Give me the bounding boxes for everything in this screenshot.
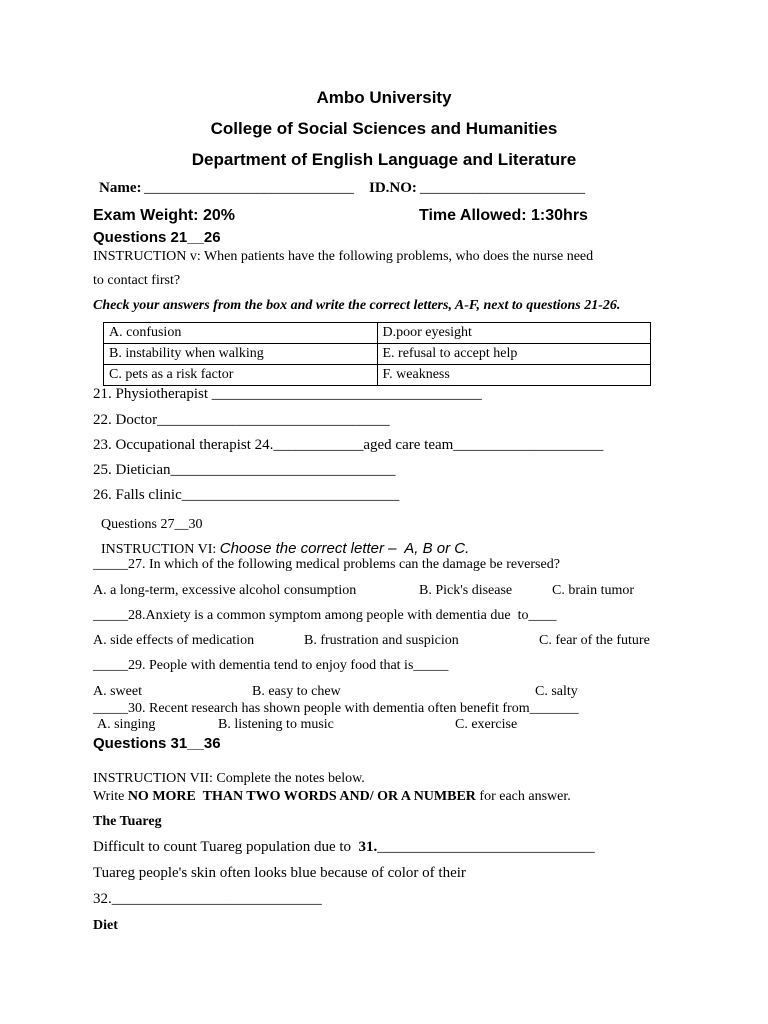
options-row [104, 365, 651, 386]
id-blank: ______________________ [420, 180, 585, 196]
q29-option-c: C. salty [535, 684, 578, 699]
instruction-v-line1: INSTRUCTION v: When patients have the following problems, who does the nurse need [93, 249, 594, 264]
q31-blank: _____________________________ [377, 839, 595, 855]
q28-option-c: C. fear of the future [539, 633, 650, 648]
instruction-v-line2: to contact first? [93, 273, 181, 288]
write-prefix: Write [93, 789, 128, 804]
university-title: Ambo University [316, 88, 452, 107]
section-title-31-36: Questions 31__36 [93, 735, 221, 752]
q32-number: 32. [93, 891, 112, 907]
write-limit: NO MORE THAN TWO WORDS AND/ OR A NUMBER [127, 789, 476, 804]
q29-option-a: A. sweet [93, 684, 142, 699]
section-title-21-26: Questions 21__26 [93, 229, 221, 246]
question-30: _____30. Recent research has shown people with dementia often benefit from_______ [93, 701, 579, 716]
q31-number: 31. [358, 839, 378, 855]
section-title-27-30: Questions 27__30 [101, 517, 203, 532]
option-c: C. pets as a risk factor [104, 365, 378, 386]
options-row [104, 344, 651, 365]
exam-weight: Exam Weight: 20% [93, 207, 235, 224]
question-28: _____28.Anxiety is a common symptom among people with dementia due to____ [93, 608, 557, 623]
write-suffix: for each answer. [475, 789, 571, 804]
q30-option-b: B. listening to music [218, 717, 334, 732]
q32-blank: ____________________________ [111, 891, 322, 907]
option-e: E. refusal to accept help [377, 344, 651, 365]
question-22: 22. Doctor_______________________________ [93, 412, 390, 428]
question-21: 21. Physiotherapist ____________________________________ [93, 386, 482, 402]
question-32-text: Tuareg people's skin often looks blue because of color of their [93, 865, 466, 881]
id-label: ID.NO: [369, 180, 417, 196]
question-25: 25. Dietician______________________________ [93, 462, 396, 478]
q27-option-b: B. Pick's disease [419, 583, 513, 598]
options-row [104, 323, 651, 344]
q30-option-c: C. exercise [455, 717, 518, 732]
q27-option-c: C. brain tumor [552, 583, 635, 598]
instruction-vi-prefix: INSTRUCTION VI: [101, 542, 220, 557]
college-title: College of Social Sciences and Humanities [210, 119, 558, 138]
q28-option-b: B. frustration and suspicion [304, 633, 459, 648]
check-answers-instruction: Check your answers from the box and write the correct letters, A-F, next to questions 21-26. [93, 298, 621, 313]
option-b: B. instability when walking [104, 344, 378, 365]
option-d: D.poor eyesight [377, 323, 651, 344]
q29-option-b: B. easy to chew [252, 684, 341, 699]
question-31 [93, 839, 595, 856]
question-26: 26. Falls clinic_____________________________ [93, 487, 400, 503]
time-allowed: Time Allowed: 1:30hrs [419, 207, 588, 224]
q28-option-a: A. side effects of medication [93, 633, 255, 648]
instruction-vi-text: Choose the correct letter – A, B or C. [219, 540, 470, 557]
name-label: Name: [99, 180, 142, 196]
question-27: _____27. In which of the following medical problems can the damage be reversed? [93, 557, 560, 572]
option-f: F. weakness [377, 365, 651, 386]
q27-option-a: A. a long-term, excessive alcohol consumption [93, 583, 357, 598]
name-blank: ____________________________ [144, 180, 354, 196]
write-instruction [93, 789, 571, 805]
question-23-24: 23. Occupational therapist 24.____________aged care team____________________ [93, 437, 604, 453]
heading-tuareg: The Tuareg [93, 814, 162, 829]
question-29: _____29. People with dementia tend to enjoy food that is_____ [93, 658, 449, 673]
question-32 [93, 891, 322, 908]
options-box [103, 322, 651, 386]
option-a: A. confusion [104, 323, 378, 344]
q31-text: Difficult to count Tuareg population due to [93, 839, 359, 855]
instruction-vi [101, 540, 469, 558]
instruction-vii: INSTRUCTION VII: Complete the notes below. [93, 771, 365, 786]
q30-option-a: A. singing [97, 717, 156, 732]
department-title: Department of English Language and Literature [191, 150, 577, 169]
heading-diet: Diet [93, 918, 118, 933]
